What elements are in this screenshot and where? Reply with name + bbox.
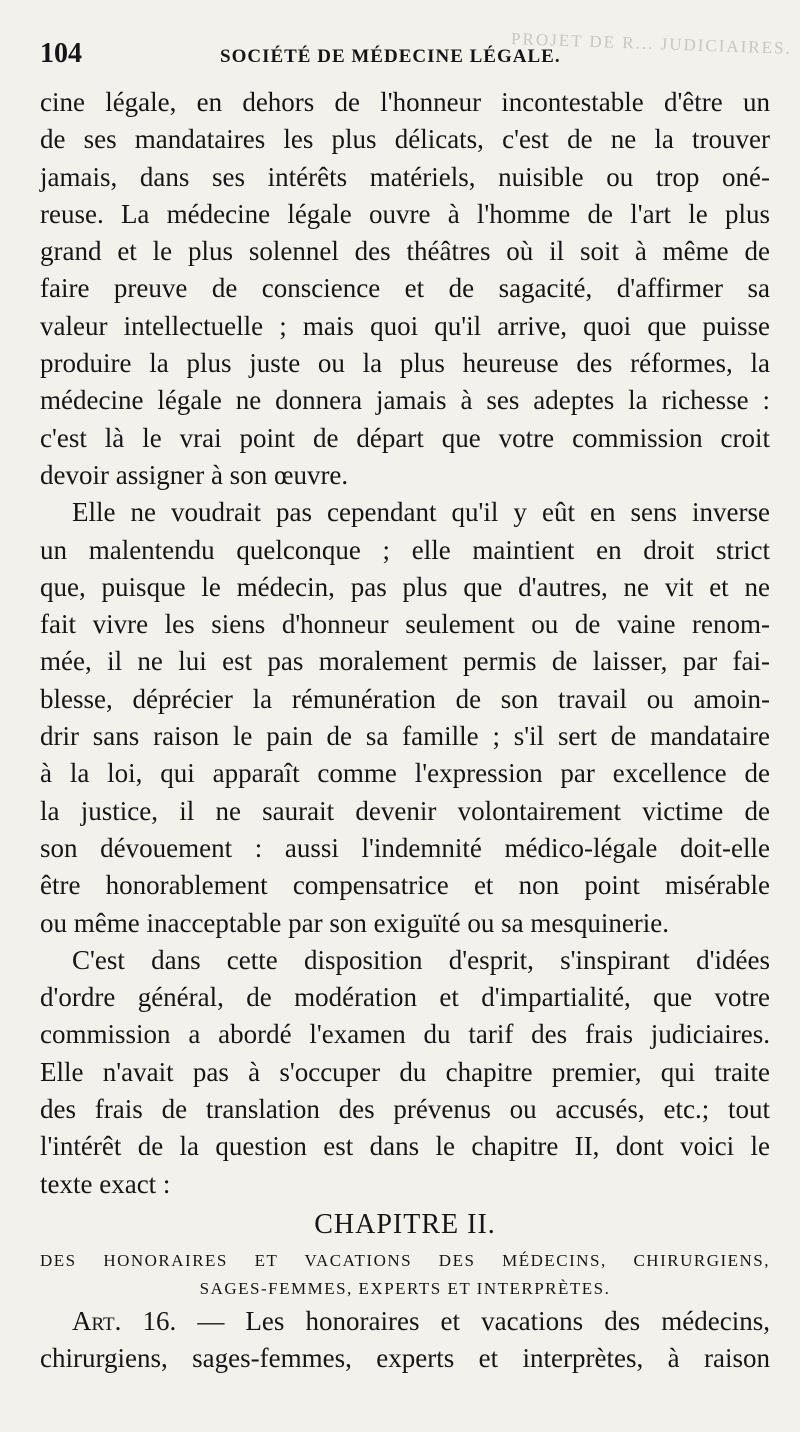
article-label: Art. 16.: [72, 1305, 177, 1336]
paragraph: [40, 942, 770, 1203]
text-line: Elle ne voudrait pas cependant qu'il y eût en sens inverse: [72, 497, 770, 528]
paragraph: [40, 494, 770, 942]
text-line: C'est dans cette disposition d'esprit, s'inspirant d'idées: [72, 944, 770, 975]
text-line: blesse, déprécier la rémunération de son travail ou amoin-: [40, 683, 770, 714]
text-line: l'intérêt de la question est dans le chapitre II, dont voici le: [40, 1131, 770, 1162]
text-line: à la loi, qui apparaît comme l'expression par excellence de: [40, 758, 770, 789]
chapter-title: CHAPITRE II.: [314, 1208, 496, 1240]
text-line: grand et le plus solennel des théâtres où il soit à même de: [40, 236, 770, 267]
text-line: drir sans raison le pain de sa famille ; s'il sert de mandataire: [40, 721, 770, 752]
text-line: d'ordre général, de modération et d'impartialité, que votre: [40, 982, 770, 1013]
text-line: médecine légale ne donnera jamais à ses adeptes la richesse :: [40, 385, 770, 416]
text-line: que, puisque le médecin, pas plus que d'autres, ne vit et ne: [40, 571, 770, 602]
text-line: la justice, il ne saurait devenir volontairement victime de: [40, 795, 770, 826]
text-line: produire la plus juste ou la plus heureuse des réformes, la: [40, 348, 770, 379]
text-line: de ses mandataires les plus délicats, c'est de ne la trouver: [40, 124, 770, 155]
text-line: jamais, dans ses intérêts matériels, nuisible ou trop oné-: [40, 161, 770, 192]
text-line: mée, il ne lui est pas moralement permis de laisser, par fai-: [40, 646, 770, 677]
text-line: reuse. La médecine légale ouvre à l'homme de l'art le plus: [40, 198, 770, 229]
text-line: Elle n'avait pas à s'occuper du chapitre premier, qui traite: [40, 1056, 770, 1087]
text-line: c'est là le vrai point de départ que votre commission croit: [40, 422, 770, 453]
chapter-subtitle-line-1: DES HONORAIRES ET VACATIONS DES MÉDECINS, CHIRURGIENS,: [40, 1250, 770, 1270]
text-line: faire preuve de conscience et de sagacité, d'affirmer sa: [40, 273, 770, 304]
chapter-subtitle-line-2: SAGES-FEMMES, EXPERTS ET INTERPRÈTES.: [199, 1278, 611, 1298]
text-line: des frais de translation des prévenus ou accusés, etc.; tout: [40, 1094, 770, 1125]
article-line-2: chirurgiens, sages-femmes, experts et interprètes, à raison: [40, 1343, 770, 1374]
running-head: SOCIÉTÉ DE MÉDECINE LÉGALE.: [220, 46, 561, 67]
text-line: cine légale, en dehors de l'honneur incontestable d'être un: [40, 87, 770, 117]
bleed-through-text: PROJET DE R... JUDICIAIRES.: [510, 29, 793, 58]
text-line: commission a abordé l'examen du tarif des frais judiciaires.: [40, 1019, 770, 1050]
text-line: être honorablement compensatrice et non point misérable: [40, 870, 770, 901]
text-line: texte exact :: [40, 1168, 171, 1199]
text-line: devoir assigner à son œuvre.: [40, 459, 349, 490]
page-number: 104: [40, 38, 82, 69]
article-line-1: [40, 1303, 770, 1340]
text-line: fait vivre les siens d'honneur seulement ou de vaine renom-: [40, 609, 770, 640]
text-line: valeur intellectuelle ; mais quoi qu'il arrive, quoi que puisse: [40, 310, 770, 341]
text-line: ou même inacceptable par son exiguïté ou sa mesquinerie.: [40, 907, 670, 938]
text-line: son dévouement : aussi l'indemnité médico-légale doit-elle: [40, 832, 770, 863]
body-text: [40, 84, 770, 1203]
text-line: un malentendu quelconque ; elle maintient en droit strict: [40, 534, 770, 565]
paragraph: [40, 84, 770, 494]
article-text: — Les honoraires et vacations des médecins,: [176, 1305, 770, 1336]
